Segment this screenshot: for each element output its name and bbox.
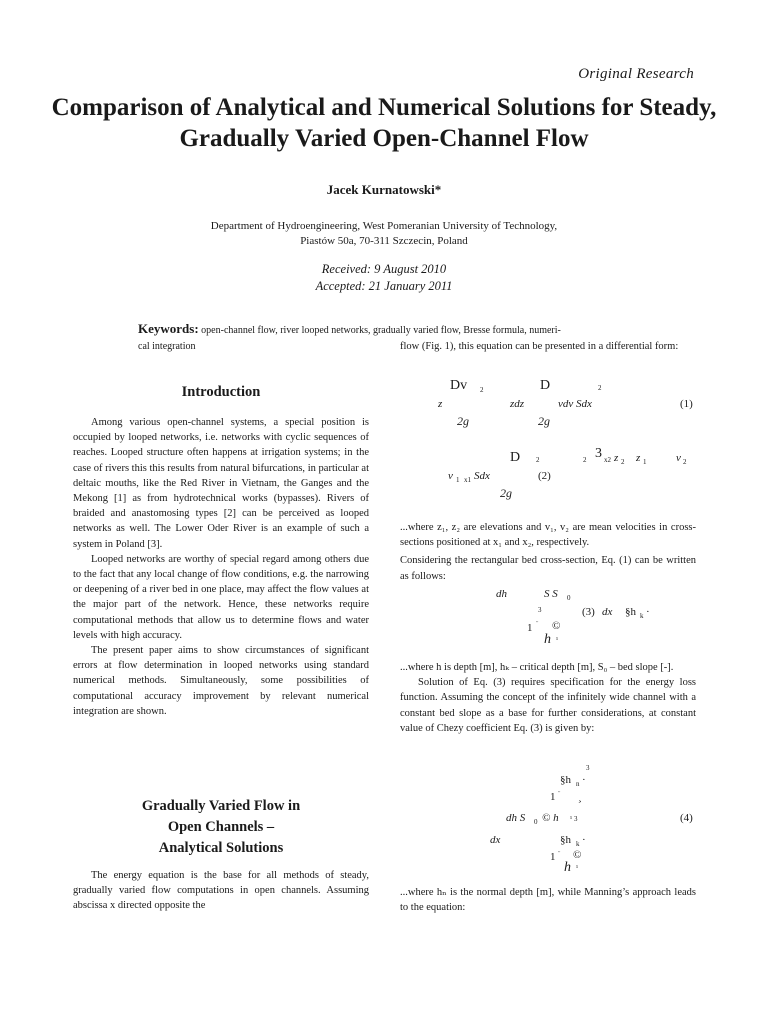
eq1-term-4: zdz [510, 398, 525, 410]
eq4-term-2: §h [560, 774, 571, 786]
eq3-term-7: 1 [527, 622, 533, 634]
affiliation-line-2: Piastów 50a, 70-311 Szczecin, Poland [300, 235, 468, 247]
right-intro-text [400, 339, 696, 354]
eq2-term-2: 2 [583, 456, 587, 464]
equation-3 [400, 586, 696, 648]
eq3-term-3: 3 [538, 606, 542, 614]
introduction-body [73, 415, 369, 719]
eq4-term-5: dx [490, 834, 501, 846]
eq2-term-6: v [676, 452, 681, 464]
eq2-term-1-sub: 2 [536, 456, 540, 464]
eq3-number: (3) [582, 606, 595, 618]
right-where-1 [400, 520, 696, 584]
equation-4 [400, 764, 696, 876]
eq1-term-1-sub: 2 [480, 386, 484, 394]
equation-2 [400, 446, 696, 502]
eq2-term-9: Sdx [474, 470, 490, 482]
eq4-term-4: dh S [506, 812, 526, 824]
eq1-term-1: Dv [450, 378, 468, 393]
keywords-text-cont: cal integration [138, 341, 196, 352]
eq4-term-6: §h [560, 834, 571, 846]
eq4-term-6-sub: k [576, 840, 580, 848]
eq3-term-2-sub: 0 [567, 594, 571, 602]
eq2-term-1: D [510, 450, 521, 465]
eq1-number: (1) [680, 398, 693, 410]
eq3-term-1: dh [496, 588, 507, 600]
accepted-date: Accepted: 21 January 2011 [315, 279, 453, 293]
eq3-term-6b: · [646, 606, 650, 618]
right-where-2 [400, 660, 696, 736]
eq4-term-4c: ¹ [570, 815, 573, 823]
eq3-term-6: §h [625, 606, 636, 618]
eq4-term-2-sub: n [576, 780, 580, 788]
eq3-term-2: S S [544, 588, 558, 600]
eq2-term-7: v [448, 470, 453, 482]
right-where-3 [400, 885, 696, 915]
intro-paragraph-3: The present paper aims to show circumstances of significant errors at flow determination in looped networks using standard numerical methods. Simultaneously, some possibilities of computational accuracy improvement by relevant numerical integration are shown. [73, 645, 369, 717]
eq4-term-4b: © h [542, 812, 559, 824]
eq1-term-7: 2g [538, 414, 550, 428]
eq3-term-9-sub: ¹ [556, 636, 559, 644]
eq4-term-3-sub: ¨ [558, 790, 561, 798]
affiliation-line-1: Department of Hydroengineering, West Pomeranian University of Technology, [210, 220, 558, 232]
eq3-term-8: © [552, 620, 561, 632]
eq1-term-2-sub: 2 [598, 384, 602, 392]
flow-continuation: flow (Fig. 1), this equation can be presented in a differential form: [400, 341, 679, 352]
eq2-term-7-sub: 1 [456, 476, 460, 484]
eq4-term-4-sub: 0 [534, 818, 538, 826]
affiliation [0, 219, 768, 249]
author-name: Jacek Kurnatowski* [326, 182, 442, 197]
section-label: Original Research [578, 66, 694, 82]
eq2-term-5: z [636, 452, 641, 464]
eq3-term-9: h [544, 632, 551, 647]
eq2-term-8: x1 [464, 476, 471, 484]
eq2-term-3: 3 [595, 446, 602, 461]
eq3-term-6-sub: k [640, 612, 644, 620]
eq3-term-7-sub: ¨ [536, 620, 539, 628]
intro-paragraph-2: Looped networks are worthy of special regard among others due to the fact that any local change of flow conditions, e.g. the narrowing or deepening of a river bed in one place, may affect the flow values at the major part of the network. Hence, these networks require computational methods that allow us to determine flows and water levels with high accuracy. [73, 553, 369, 641]
where-depth: ...where h is depth [m], hₖ – critical depth [m], S₀ – bed slope [-]. [400, 662, 674, 673]
eq2-term-4: z [614, 452, 619, 464]
section2-heading-line-2: Open Channels – [167, 819, 275, 835]
section2-paragraph-1: The energy equation is the base for all methods of steady, gradually varied flow computations in open channels. Assuming abscissa x directed opposite the [73, 870, 369, 912]
section2-heading-line-3: Analytical Solutions [158, 840, 284, 856]
received-date: Received: 9 August 2010 [321, 262, 447, 276]
introduction-heading: Introduction [181, 384, 261, 400]
section2-body [73, 868, 369, 914]
eq2-term-6-sub: 2 [683, 458, 687, 466]
eq4-term-1: 3 [586, 764, 590, 772]
solution-paragraph: Solution of Eq. (3) requires specification for the energy loss function. Assuming the concept of the infinitely wide channel with a constant bed slope as a base for further considerations, at constant value of Chezy coefficient Eq. (3) is given by: [400, 677, 696, 734]
eq4-term-2b: · [582, 774, 586, 786]
eq2-number: (2) [538, 470, 551, 482]
eq4-term-8: © [573, 849, 582, 861]
eq1-term-6: 2g [457, 414, 469, 428]
paper-title: Comparison of Analytical and Numerical Solutions for Steady, Gradually Varied Open-Channel Flow [51, 94, 717, 152]
dates-block [0, 261, 768, 295]
equation-1 [400, 378, 696, 428]
keywords-label: Keywords: [138, 321, 199, 336]
eq1-term-2: D [540, 378, 551, 393]
eq1-term-3: z [438, 398, 443, 410]
eq4-term-7-sub: ¨ [558, 850, 561, 858]
section2-heading-line-1: Gradually Varied Flow in [141, 798, 301, 814]
eq2-term-10: 2g [500, 486, 512, 500]
eq2-term-3b: x2 [604, 456, 611, 464]
eq4-term-4d: 3 [574, 815, 578, 823]
eq4-term-3b: ¸ [578, 791, 582, 803]
eq4-term-3: 1 [550, 791, 556, 803]
section2-heading [73, 796, 369, 859]
eq1-term-5: vdv Sdx [558, 398, 592, 410]
eq4-term-9: h [564, 860, 571, 875]
eq2-term-5-sub: 1 [643, 458, 647, 466]
eq4-number: (4) [680, 812, 693, 824]
eq4-term-9-sub: ¹ [576, 864, 579, 872]
eq4-term-7: 1 [550, 851, 556, 863]
where-normal-depth: ...where hₙ is the normal depth [m], while Manning’s approach leads to the equation: [400, 887, 696, 914]
eq3-term-5: dx [602, 606, 613, 618]
intro-paragraph-1: Among various open-channel systems, a special position is occupied by looped networks, i.e. networks with cyclic sequences of reaches. Looped structure often happens at irrigation systems; in the case of rivers this this results from natural bifurcations, in particular at deltaic mouths, like the Red River in Vietnam, the Ganges and the Mekong [1] as from hydrotechnical works (bypasses). Rivers of braided and anastomosing types [2] can be perceived as looped networks as well. The Lower Oder River is an example of such a system in Poland [3]. [73, 417, 369, 550]
eq4-term-6b: · [582, 834, 586, 846]
eq2-term-4-sub: 2 [621, 458, 625, 466]
rectangular-bed: Considering the rectangular bed cross-section, Eq. (1) can be written as follows: [400, 555, 696, 582]
keywords-text: open-channel flow, river looped networks, gradually varied flow, Bresse formula, numeri- [201, 325, 561, 336]
where-elevations: ...where z₁, z₂ are elevations and v₁, v₂ are mean velocities in cross-sections positioned at x₁ and x₂, respectively. [400, 522, 696, 549]
